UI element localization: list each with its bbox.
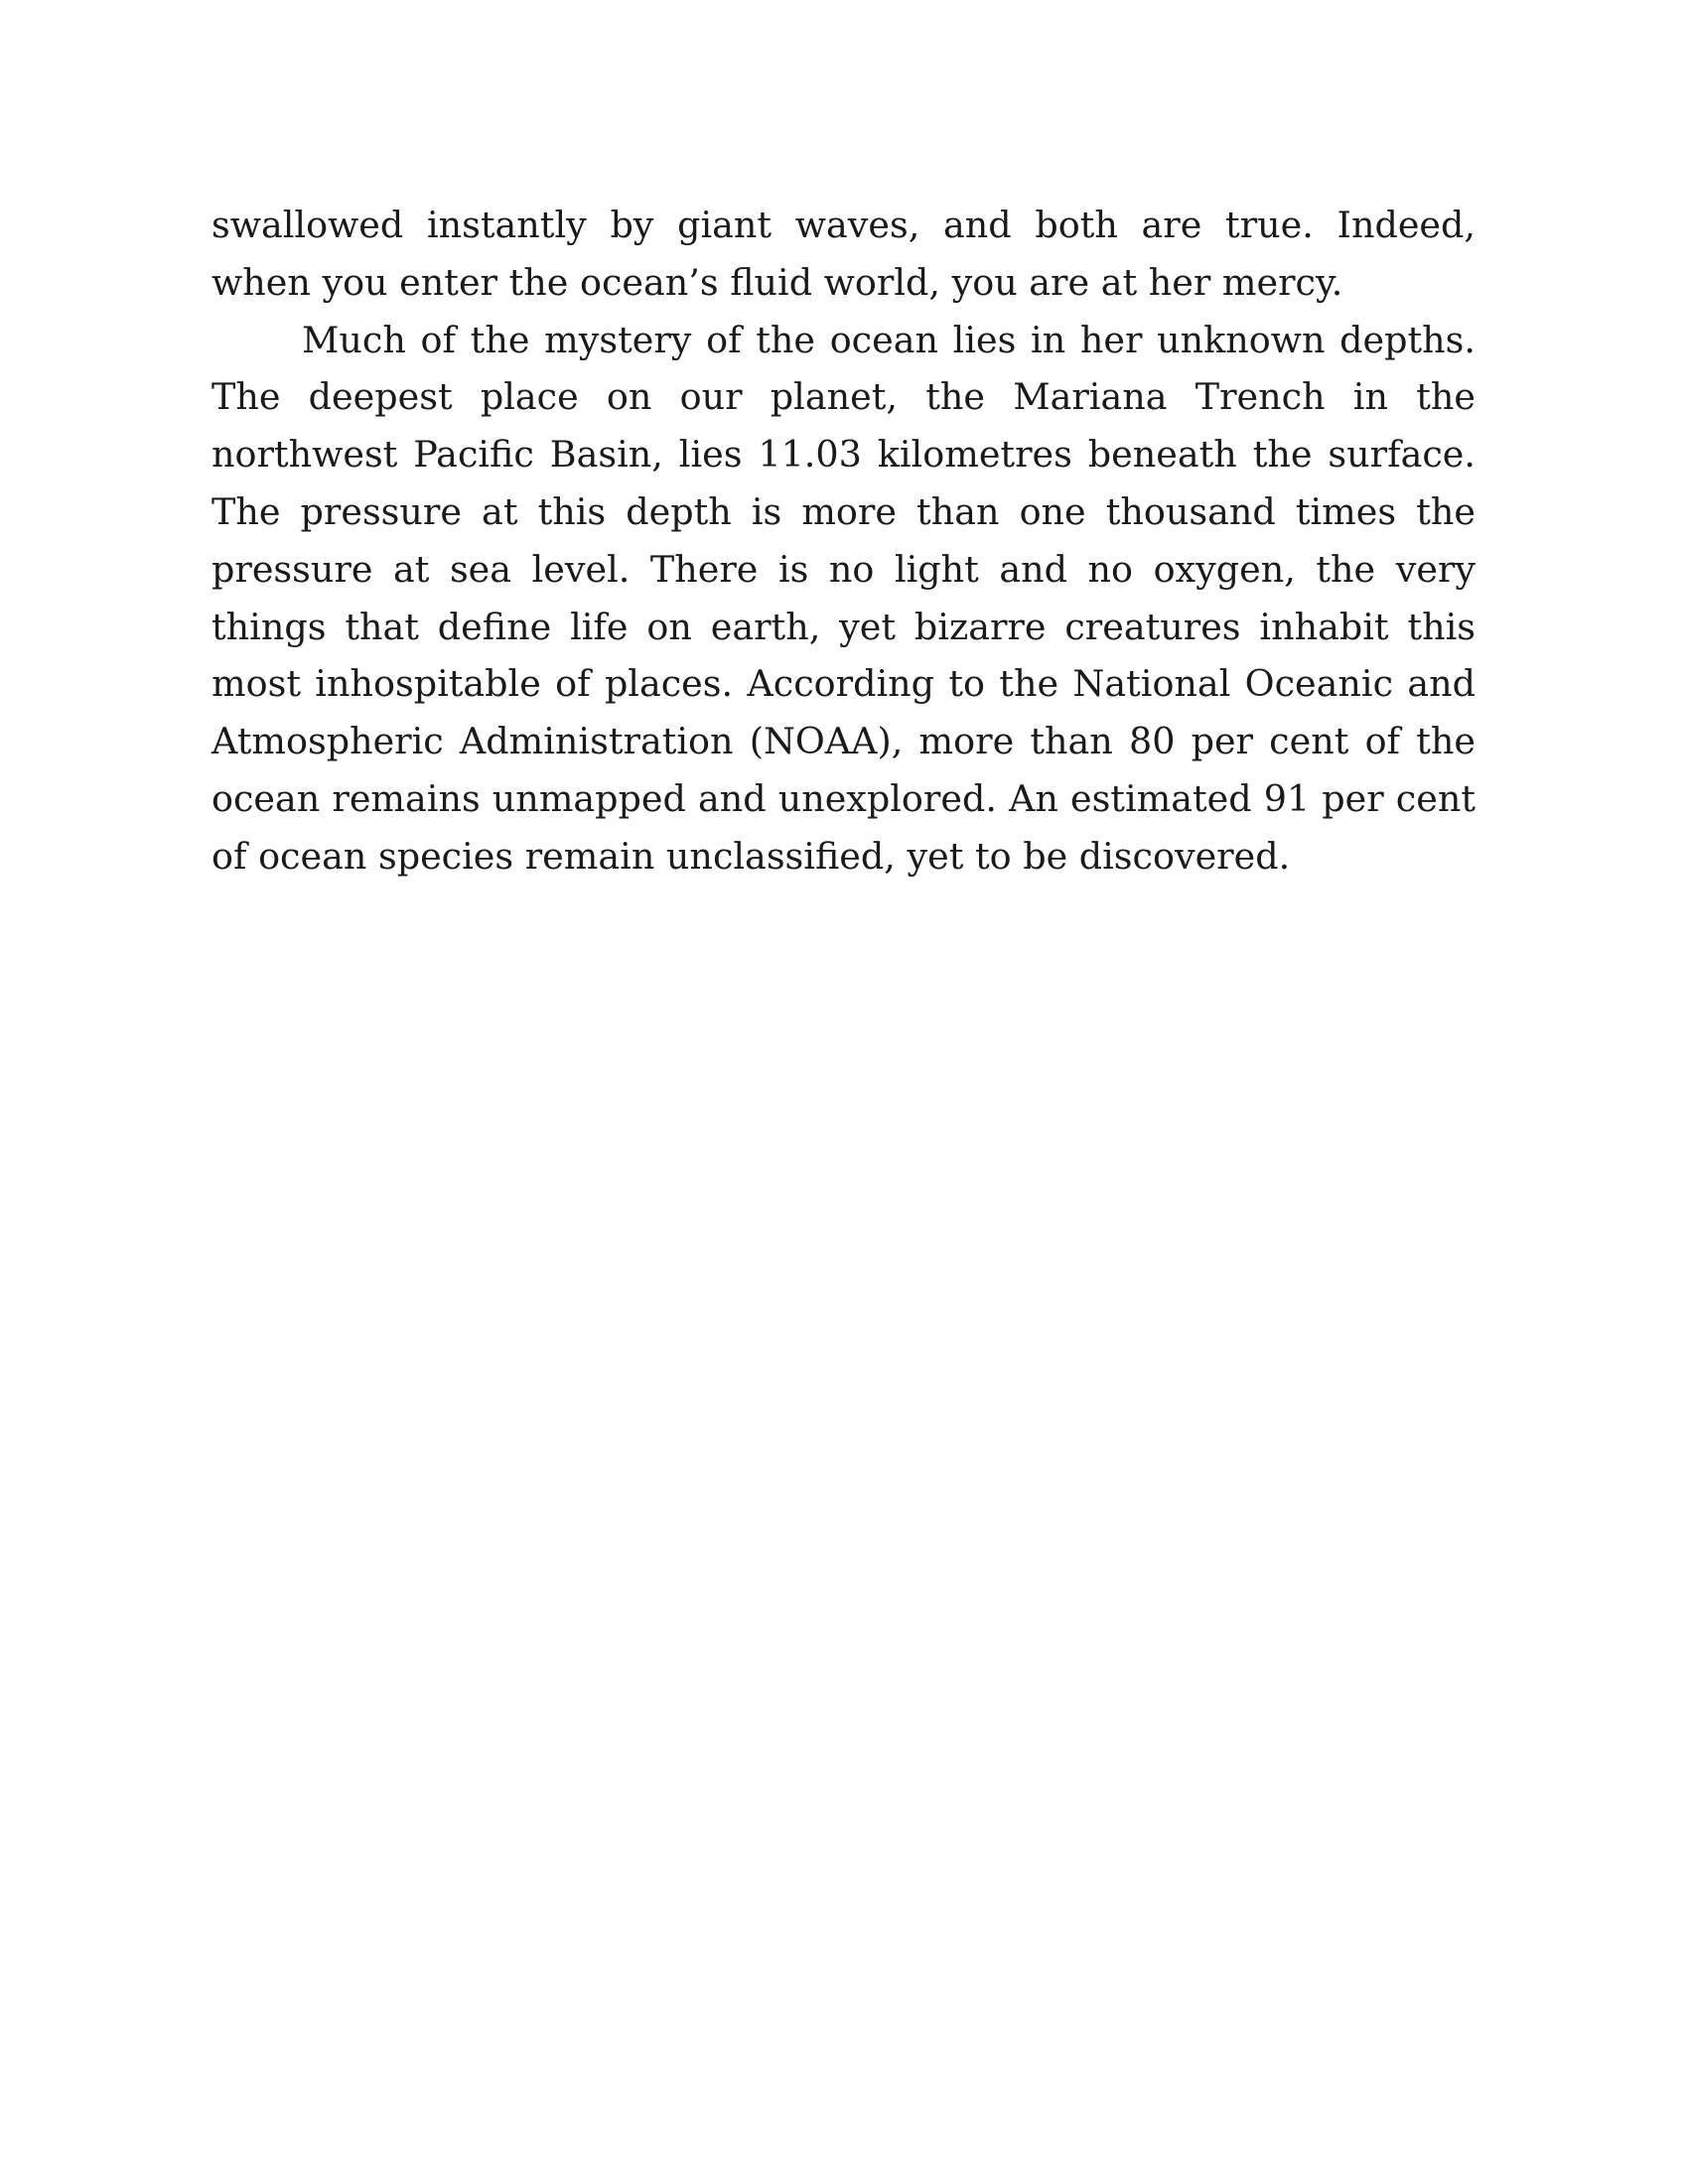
- page-body: [211, 197, 1476, 886]
- paragraph-continuation: swallowed instantly by giant waves, and both are true. Indeed, when you enter the ocean’s fluid world, you are at her mercy.: [211, 204, 1476, 304]
- paragraph-ocean-depths: Much of the mystery of the ocean lies in her unknown depths. The deepest place on our planet, the Mariana Trench in the northwest Pacific Basin, lies 11.03 kilometres beneath the surface. The pressure at this depth is more than one thousand times the pressure at sea level. There is no light and no oxygen, the very things that define life on earth, yet bizarre creatures inhabit this most inhospitable of places. According to the National Oceanic and Atmospheric Administration (NOAA), more than 80 per cent of the ocean remains unmapped and unexplored. An estimated 91 per cent of ocean species remain unclassified, yet to be discovered.: [211, 318, 1476, 878]
